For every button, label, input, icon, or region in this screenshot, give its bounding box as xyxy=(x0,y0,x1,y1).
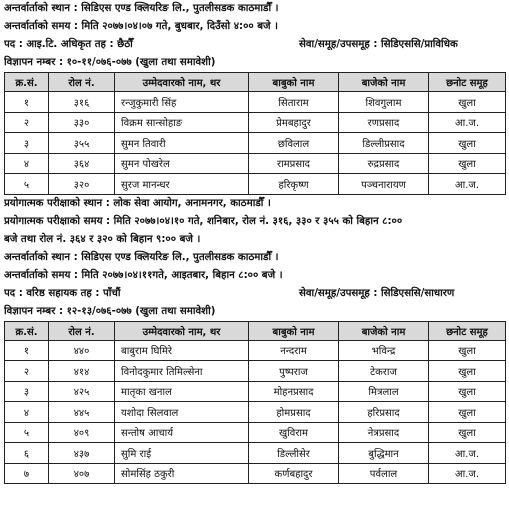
serial-cell: ५ xyxy=(5,422,49,443)
candidate-name-cell: विनोदकुमार तिमिल्सेना xyxy=(115,361,249,382)
roll-number-cell: ४१४ xyxy=(49,361,115,382)
roll-number-cell: ४४० xyxy=(49,340,115,361)
grandfather-name-cell: बुद्धिमान xyxy=(339,443,429,464)
serial-cell: ४ xyxy=(5,153,49,174)
serial-cell: १ xyxy=(5,92,49,113)
group-cell: खुला xyxy=(429,92,506,113)
roll-number-cell: ३६४ xyxy=(49,153,115,174)
father-name-cell: होमप्रसाद xyxy=(249,402,339,423)
table-row xyxy=(5,133,506,154)
candidate-name-cell: रन्जुकुमारी सिंह xyxy=(115,92,249,113)
table-row xyxy=(5,463,506,484)
column-header: बाबुको नाम xyxy=(249,321,339,340)
table-row xyxy=(5,112,506,133)
table-row xyxy=(5,174,506,195)
ad-number-2: विज्ञापन नम्बर : १२-१३/०७६-०७७ (खुला तथा समावेशी) xyxy=(4,305,216,317)
group-cell: खुला xyxy=(429,340,506,361)
serial-cell: ६ xyxy=(5,443,49,464)
column-header: क्र.सं. xyxy=(5,73,49,92)
grandfather-name-cell: डिल्लीप्रसाद xyxy=(339,133,429,154)
ad-number-1: विज्ञापन नम्बर : १०-११/०७६-०७७ (खुला तथा समावेशी) xyxy=(4,57,216,68)
candidate-table-1 xyxy=(4,72,506,195)
roll-number-cell: ३३० xyxy=(49,112,115,133)
service-group-1: सेवा/समूह/उपसमूह : सिडिएससि/प्राविधिक xyxy=(299,39,458,50)
group-cell: आ.ज. xyxy=(429,463,506,484)
roll-number-cell: ४०७ xyxy=(49,463,115,484)
interview-venue-2: अन्तर्वार्ताको स्थान : सिडिएस एण्ड क्लियरिङ लि., पुतलीसडक काठमाडौँ । xyxy=(4,251,279,263)
serial-cell: १ xyxy=(5,340,49,361)
grandfather-name-cell: हरिप्रसाद xyxy=(339,402,429,423)
table-row xyxy=(5,361,506,382)
father-name-cell: डिल्लीसेर xyxy=(249,443,339,464)
roll-number-cell: ४४५ xyxy=(49,402,115,423)
candidate-name-cell: सुमन पोखरेल xyxy=(115,153,249,174)
table-row xyxy=(5,402,506,423)
group-cell: आ.ज. xyxy=(429,443,506,464)
grandfather-name-cell: टेकराज xyxy=(339,361,429,382)
column-header: क्र.सं. xyxy=(5,321,49,340)
interview-venue-1: अन्तर्वार्ताको स्थान : सिडिएस एण्ड क्लियरिङ लि., पुतलीसडक काठमाडौँ । xyxy=(4,3,279,14)
father-name-cell: नन्दराम xyxy=(249,340,339,361)
grandfather-name-cell: पर्वलाल xyxy=(339,463,429,484)
group-cell: खुला xyxy=(429,361,506,382)
post-info-2 xyxy=(4,285,505,303)
interview-time-2: अन्तर्वार्ताको समय : मिति २०७७।०४।११गते, आइतबार, बिहान ८:०० बजे । xyxy=(4,269,283,281)
column-header: उम्मेदवारको नाम, थर xyxy=(115,321,249,340)
serial-cell: ३ xyxy=(5,381,49,402)
roll-number-cell: ४२५ xyxy=(49,381,115,402)
column-header: छनोट समूह xyxy=(429,321,506,340)
serial-cell: ३ xyxy=(5,133,49,154)
roll-number-cell: ३१६ xyxy=(49,92,115,113)
group-cell: खुला xyxy=(429,381,506,402)
service-group-2: सेवा/समूह/उपसमूह : सिडिएससि/साधारण xyxy=(299,287,455,299)
candidate-name-cell: सोमसिंह ठकुरी xyxy=(115,463,249,484)
roll-number-cell: ४०९ xyxy=(49,422,115,443)
father-name-cell: मोहनप्रसाद xyxy=(249,381,339,402)
father-name-cell: प्रेमबहादुर xyxy=(249,112,339,133)
candidate-name-cell: यशोदा सिलवाल xyxy=(115,402,249,423)
father-name-cell: रामप्रसाद xyxy=(249,153,339,174)
grandfather-name-cell: पञ्चनारायण xyxy=(339,174,429,195)
table-row xyxy=(5,381,506,402)
father-name-cell: सिताराम xyxy=(249,92,339,113)
table-header-row xyxy=(5,73,506,92)
grandfather-name-cell: रुद्रप्रसाद xyxy=(339,153,429,174)
candidate-name-cell: बाबुराम घिमिरे xyxy=(115,340,249,361)
column-header: बाबुको नाम xyxy=(249,73,339,92)
table-row xyxy=(5,153,506,174)
father-name-cell: हरिकृष्ण xyxy=(249,174,339,195)
roll-number-cell: ४३७ xyxy=(49,443,115,464)
group-cell: आ.ज. xyxy=(429,174,506,195)
serial-cell: २ xyxy=(5,112,49,133)
candidate-name-cell: मातृका खनाल xyxy=(115,381,249,402)
grandfather-name-cell: रणप्रसाद xyxy=(339,112,429,133)
table-row xyxy=(5,340,506,361)
serial-cell: ५ xyxy=(5,174,49,195)
table-row xyxy=(5,92,506,113)
grandfather-name-cell: भविन्द्र xyxy=(339,340,429,361)
post-level-1: पद : आइ.टि. अधिकृत तह : छैठौँ xyxy=(4,39,133,50)
roll-number-cell: ३५५ xyxy=(49,133,115,154)
practical-time-line-2: बजे तथा रोल नं. ३६४ र ३२० को बिहान ९:०० बजे । xyxy=(4,233,201,245)
group-cell: खुला xyxy=(429,153,506,174)
post-info-1 xyxy=(4,36,505,54)
column-header: छनोट समूह xyxy=(429,73,506,92)
group-cell: खुला xyxy=(429,133,506,154)
group-cell: खुला xyxy=(429,422,506,443)
column-header: रोल नं. xyxy=(49,321,115,340)
practical-time-line-1: प्रयोगात्मक परीक्षाको समय : मिति २०७७।०४।१० गते, शनिबार, रोल नं. ३१६, ३३० र ३५५ को बिहान ८:०० xyxy=(4,215,403,227)
candidate-name-cell: सन्तोष आचार्य xyxy=(115,422,249,443)
candidate-table-2 xyxy=(4,321,506,485)
candidate-name-cell: सुमन तिवारी xyxy=(115,133,249,154)
column-header: बाजेको नाम xyxy=(339,73,429,92)
table-row xyxy=(5,443,506,464)
grandfather-name-cell: नेत्रप्रसाद xyxy=(339,422,429,443)
column-header: बाजेको नाम xyxy=(339,321,429,340)
candidate-name-cell: सुरज मानन्धर xyxy=(115,174,249,195)
grandfather-name-cell: शिवगुलाम xyxy=(339,92,429,113)
practical-venue: प्रयोगात्मक परीक्षाको स्थान : लोक सेवा आयोग, अनामनगर, काठमाडौँ । xyxy=(4,197,271,209)
table-row xyxy=(5,422,506,443)
column-header: उम्मेदवारको नाम, थर xyxy=(115,73,249,92)
serial-cell: ७ xyxy=(5,463,49,484)
serial-cell: ४ xyxy=(5,402,49,423)
father-name-cell: छविलाल xyxy=(249,133,339,154)
father-name-cell: कर्णबहादुर xyxy=(249,463,339,484)
father-name-cell: खुविराम xyxy=(249,422,339,443)
group-cell: आ.ज. xyxy=(429,112,506,133)
interview-time-1: अन्तर्वार्ताको समय : मिति २०७७।०४।०७ गते, बुधबार, दिउँसो ४:०० बजे । xyxy=(4,21,278,32)
candidate-name-cell: विक्रम सान्सोहाङ xyxy=(115,112,249,133)
group-cell: खुला xyxy=(429,402,506,423)
table-header-row xyxy=(5,321,506,340)
roll-number-cell: ३२० xyxy=(49,174,115,195)
post-level-2: पद : वरिष्ठ सहायक तह : पाँचौं xyxy=(4,287,121,299)
serial-cell: २ xyxy=(5,361,49,382)
candidate-name-cell: सुमि राई xyxy=(115,443,249,464)
column-header: रोल नं. xyxy=(49,73,115,92)
grandfather-name-cell: मित्रलाल xyxy=(339,381,429,402)
father-name-cell: पुष्पराज xyxy=(249,361,339,382)
